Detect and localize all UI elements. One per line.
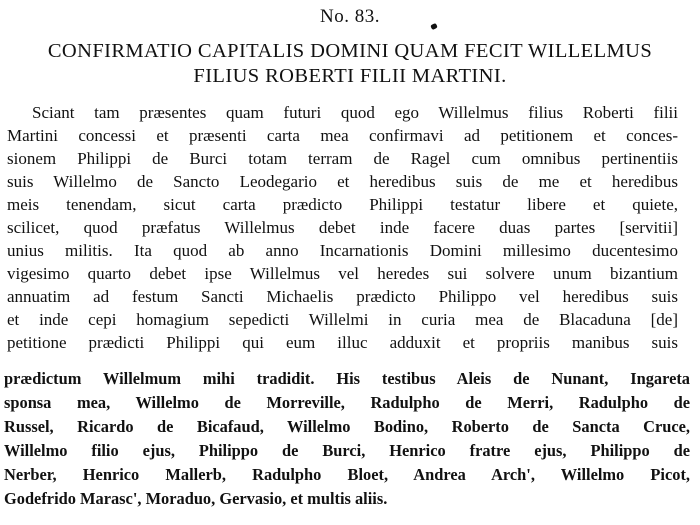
witness-line: Godefrido Marasc', Moraduo, Gervasio, et multis aliis. [4,489,388,508]
text-line: Sciant tam præsentes quam futuri quod ego Willelmus filius Roberti filii [32,103,678,122]
text-line: Martini concessi et præsenti carta mea confirmavi ad petitionem et conces- [7,126,678,145]
title-line: CONFIRMATIO CAPITALIS DOMINI QUAM FECIT WILLELMUS [47,40,653,62]
text-line: sionem Philippi de Burci totam terram de Ragel cum omnibus pertinentiis [7,149,678,168]
witness-line: sponsa mea, Willelmo de Morreville, Radulpho de Merri, Radulpho de [4,393,690,412]
text-line: unius militis. Ita quod ab anno Incarnationis Domini millesimo ducentesimo [7,241,678,260]
title-line: FILIUS ROBERTI FILII MARTINI. [193,65,507,87]
charter-title [0,39,700,89]
text-line: meis tenendam, sicut carta prædicto Philippi testatur libere et quiete, [7,195,678,214]
witness-line: prædictum Willelmum mihi tradidit. His testibus Aleis de Nunant, Ingareta [4,369,690,388]
charter-number: No. 83. [320,6,380,27]
text-line: suis Willelmo de Sancto Leodegario et heredibus suis de me et heredibus [7,172,678,191]
text-line: petitione prædicti Philippi qui eum illuc adduxit et propriis manibus suis [7,333,678,352]
witness-line: Russel, Ricardo de Bicafaud, Willelmo Bodino, Roberto de Sancta Cruce, [4,417,690,436]
text-line: et inde cepi homagium sepedicti Willelmi in curia mea de Blacaduna [de] [7,310,678,329]
text-line: vigesimo quarto debet ipse Willelmus vel heredes sui solvere unum bizantium [7,264,678,283]
witness-line: Nerber, Henrico Mallerb, Radulpho Bloet, Andrea Arch', Willelmo Picot, [4,465,690,484]
text-line: scilicet, quod præfatus Willelmus debet inde facere duas partes [servitii] [7,218,678,237]
witness-line: Willelmo filio ejus, Philippo de Burci, Henrico fratre ejus, Philippo de [4,441,690,460]
text-line: annuatim ad festum Sancti Michaelis prædicto Philippo vel heredibus suis [7,287,678,306]
